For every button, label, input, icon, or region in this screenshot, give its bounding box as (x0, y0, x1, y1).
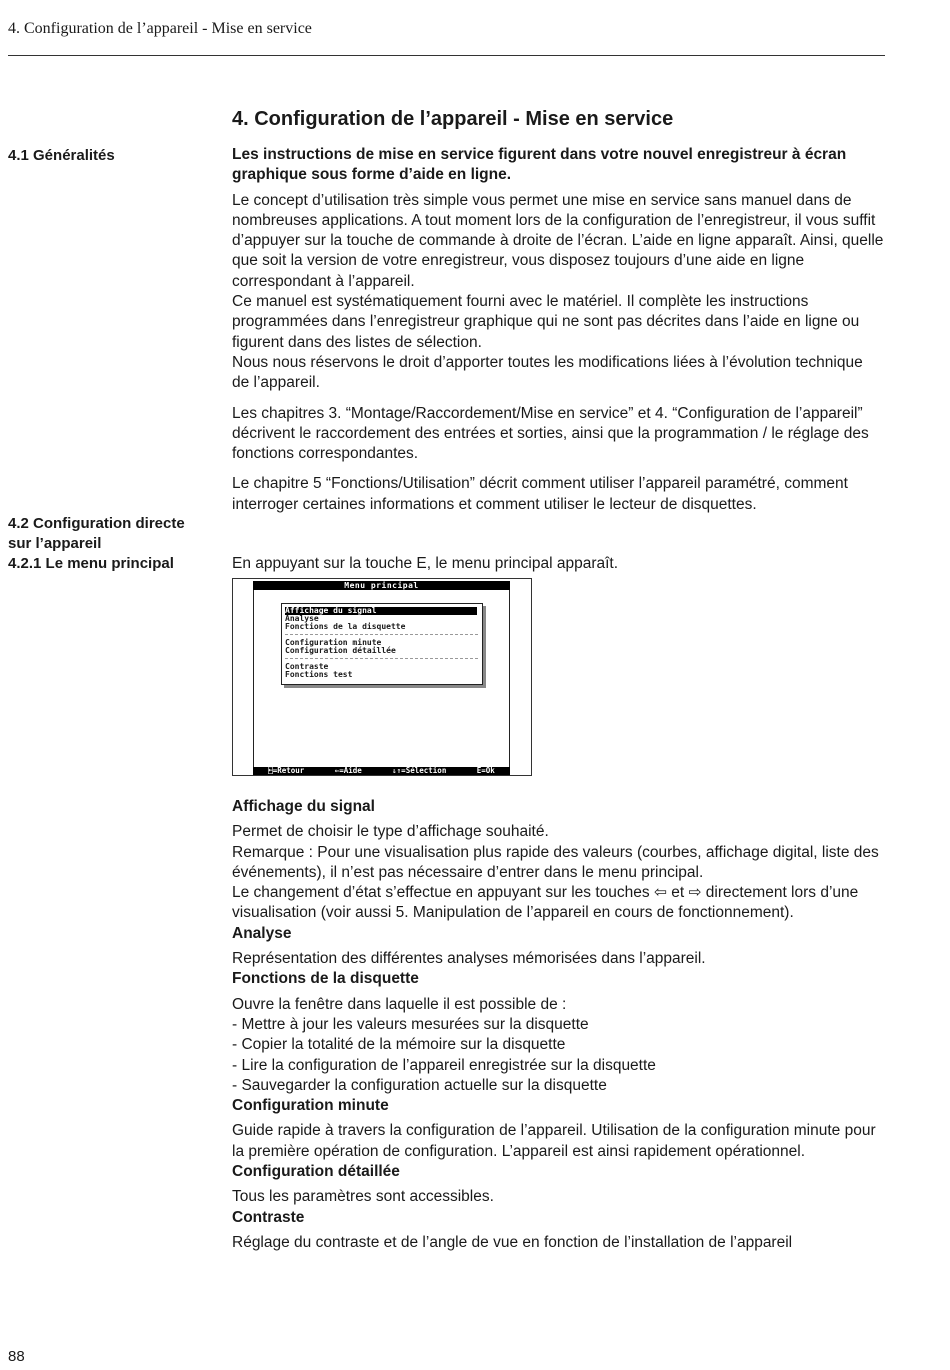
screen-footer-back: ⍇=Retour (268, 766, 305, 775)
disquette-list-item: - Sauvegarder la configuration actuelle sur la disquette (232, 1076, 607, 1094)
section-4-2-line2: sur l’appareil (8, 535, 102, 552)
screen-footer-ok: E=Ok (476, 766, 495, 775)
section-4-2-heading (8, 514, 185, 574)
screen-right-border (509, 590, 510, 767)
descriptions-block (232, 797, 884, 1253)
minute-text-1: Guide rapide à travers la configuration de l’appareil. Utilisation de la configuration minute pour la première opération de configuration. L’appareil est ainsi rapidement opérationnel. (232, 1122, 876, 1160)
running-header: 4. Configuration de l’appareil - Mise en service (8, 20, 312, 37)
disquette-text-1: Ouvre la fenêtre dans laquelle il est possible de : (232, 995, 567, 1013)
screen-footer (253, 767, 510, 775)
minute-title: Configuration minute (232, 1097, 389, 1115)
screen-footer-select: ⇓⇑=Sélection (392, 766, 447, 775)
screen-menu-separator (285, 658, 478, 659)
intro-paragraph-1: Le concept d’utilisation très simple vous permet une mise en service sans manuel dans de nombreuses applications. A tout moment lors de la configuration de l’enregistreur, il vous suffit d’appuyer sur la touche de commande à droite de l’écran. L’aide en ligne apparaît. Ainsi, quelle que soit la version de votre enregistreur, vous disposez toujours d’une aide en ligne correspondant à l’appareil. (232, 191, 884, 290)
disquette-list-item: - Lire la configuration de l’appareil enregistrée sur la disquette (232, 1056, 656, 1074)
detail-title: Configuration détaillée (232, 1163, 400, 1181)
contraste-text-1: Réglage du contraste et de l’angle de vue en fonction de l’installation de l’appareil (232, 1233, 793, 1251)
menu-intro: En appuyant sur la touche E, le menu principal apparaît. (232, 555, 619, 572)
detail-text-1: Tous les paramètres sont accessibles. (232, 1188, 494, 1206)
main-menu-screenshot (232, 578, 532, 776)
screen-title: Menu principal (253, 581, 510, 590)
screen-footer-help: ⇐=Aide (334, 766, 362, 775)
disquette-list-item: - Mettre à jour les valeurs mesurées sur la disquette (232, 1015, 589, 1033)
screen-menu-item: Fonctions de la disquette (285, 622, 406, 631)
chapter-title: 4. Configuration de l’appareil - Mise en service (232, 108, 674, 130)
page-number: 88 (8, 1348, 25, 1365)
analyse-title: Analyse (232, 924, 292, 942)
section-4-2-1-heading: 4.2.1 Le menu principal (8, 555, 174, 572)
screen-menu-item: Configuration détaillée (285, 646, 396, 655)
affichage-title: Affichage du signal (232, 798, 375, 815)
section-4-2-line1: 4.2 Configuration directe (8, 515, 185, 532)
screen-left-border (253, 590, 254, 767)
screen-menu-popup (281, 603, 483, 685)
screen-menu-item: Affichage du signal (285, 607, 477, 615)
header-rule (8, 55, 885, 56)
intro-paragraph-5: Le chapitre 5 “Fonctions/Utilisation” décrit comment utiliser l’appareil paramétré, comment interroger certaines informations et comment utiliser le lecteur de disquettes. (232, 475, 848, 513)
intro-lead: Les instructions de mise en service figurent dans votre nouvel enregistreur à écran graphique sous forme d’aide en ligne. (232, 146, 847, 184)
intro-text-block (232, 145, 884, 515)
affichage-text-1: Permet de choisir le type d’affichage souhaité. (232, 823, 549, 841)
disquette-list-item: - Copier la totalité de la mémoire sur la disquette (232, 1036, 566, 1054)
screen-menu-item: Fonctions test (285, 670, 353, 679)
screen-menu-item: Analyse (285, 614, 319, 623)
affichage-text-3: Le changement d’état s’effectue en appuyant sur les touches ⇦ et ⇨ directement lors d’une visualisation (voir aussi 5. Manipulation de l’appareil en cours de fonctionnement). (232, 884, 859, 922)
screen-menu-item: Contraste (285, 662, 329, 671)
screen-menu-item: Configuration minute (285, 638, 382, 647)
intro-paragraph-3: Nous nous réservons le droit d’apporter toutes les modifications liées à l’évolution technique de l’appareil. (232, 353, 863, 392)
contraste-title: Contraste (232, 1208, 305, 1226)
screen-menu-separator (285, 634, 478, 635)
disquette-title: Fonctions de la disquette (232, 970, 419, 988)
intro-paragraph-2: Ce manuel est systématiquement fourni avec le matériel. Il complète les instructions programmées dans l’enregistreur graphique qui ne sont pas décrites dans l’aide en ligne ou figurent dans des listes de sélection. (232, 293, 860, 351)
intro-paragraph-4: Les chapitres 3. “Montage/Raccordement/Mise en service” et 4. “Configuration de l’appareil” décrivent le raccordement des entrées et sorties, ainsi que la programmation / le réglage des fonctions correspondantes. (232, 404, 869, 463)
analyse-text-1: Représentation des différentes analyses mémorisées dans l’appareil. (232, 950, 706, 968)
affichage-text-2: Remarque : Pour une visualisation plus rapide des valeurs (courbes, affichage digital, liste des événements), il n’est pas nécessaire d’entrer dans le menu principal. (232, 843, 879, 881)
section-4-1-heading: 4.1 Généralités (8, 147, 115, 164)
